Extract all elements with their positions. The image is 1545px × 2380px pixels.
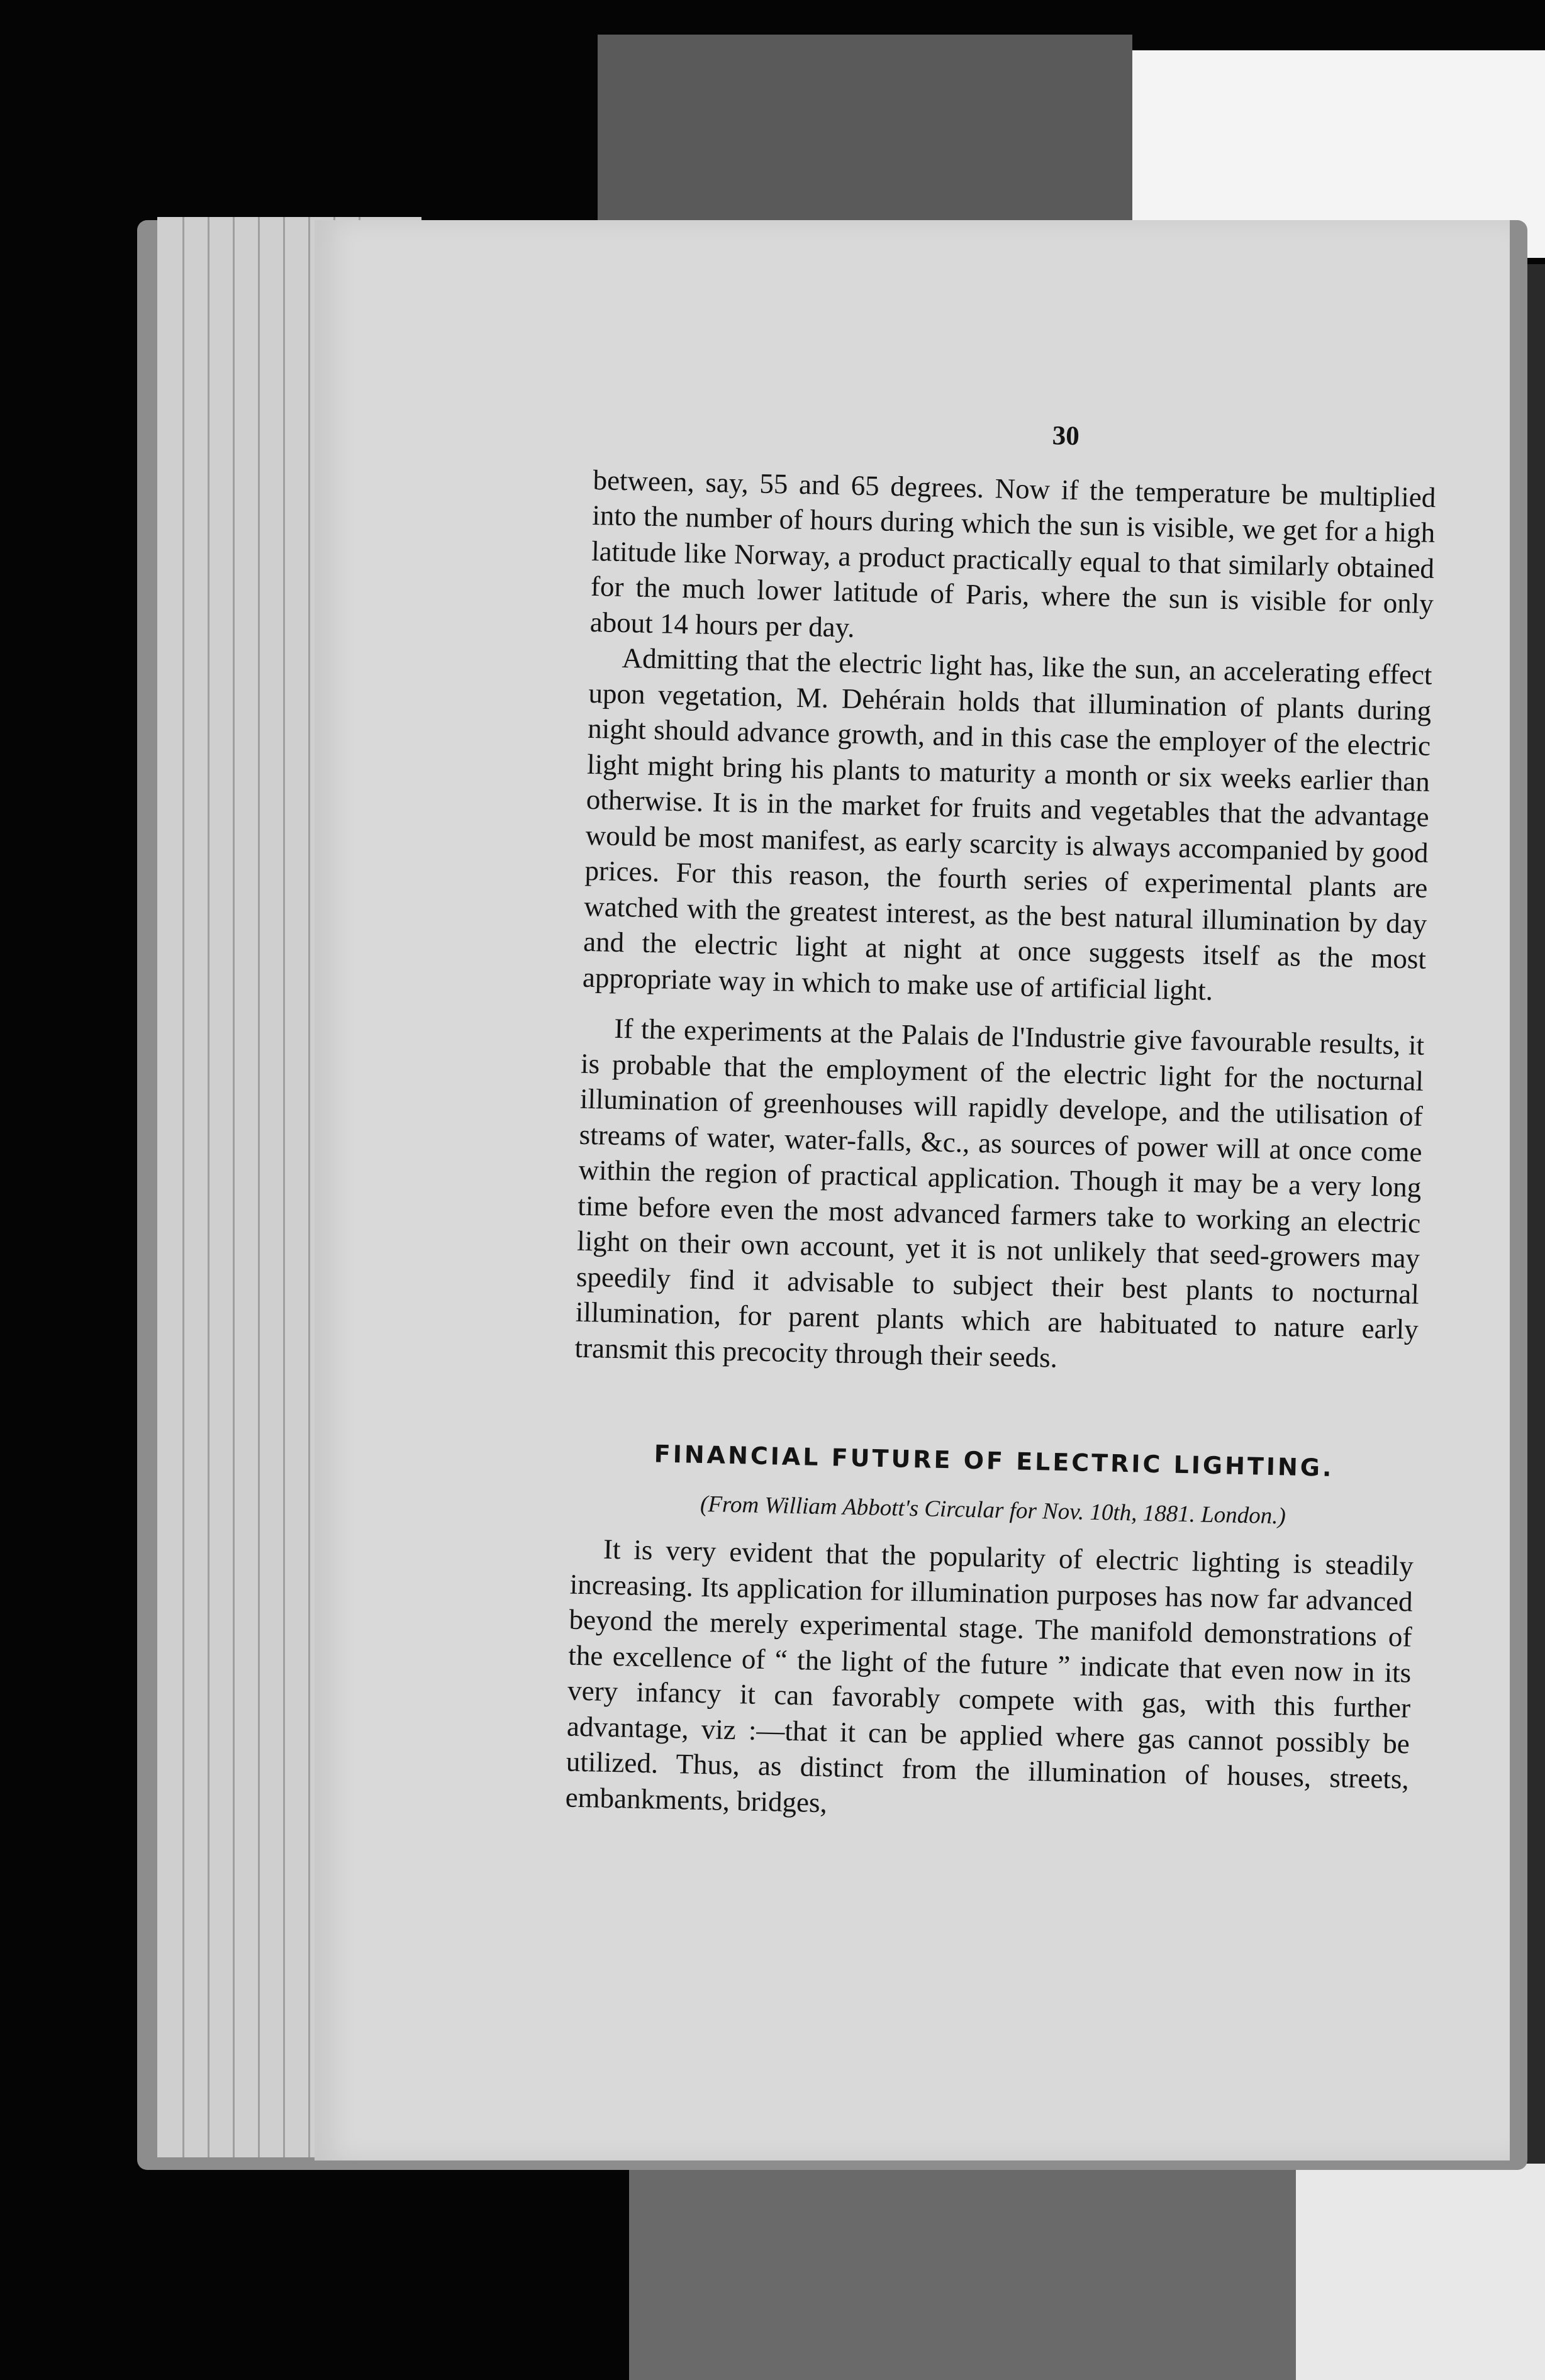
paragraph-1: between, say, 55 and 65 degrees. Now if the temperature be multiplied into the number of hours during which the sun is visible, we get for a high latitude like Norway, a product practically equal to that similarly obtained for the much lower latitude of Paris, where the sun is visible for only about 14 hours per day. — [589, 464, 1436, 643]
paragraph-2: Admitting that the electric light has, like the sun, an accelerating effect upon vegetation, M. Dehérain holds that illumination of plants during night should advance growth, and in this case the employer of the electric light might bring his plants to maturity a month or six weeks earlier than otherwise. It is in the market for fruits and vegetables that the advantage would be most manifest, as early scarcity is always accompanied by good prices. For this reason, the fourth series of experimental plants are watched with the greatest interest, as the best natural illumination by day and the electric light at night at once suggests itself as the most appropriate way in which to make use of artificial light. — [582, 642, 1432, 1006]
page-number: 30 — [1052, 421, 1080, 452]
adjacent-page-bottom — [1296, 2157, 1545, 2380]
page-content — [565, 409, 1437, 1833]
scan-backing-bottom — [629, 2151, 1334, 2380]
article-paragraph: It is very evident that the popularity of electric lighting is steadily increasing. Its application for illumination purposes has now far advanced beyond the merely experimental stage. The manifold demonstrations of the excellence of “ the light of the future ” indicate that even now in its very infancy it can favorably compete with gas, with this further advantage, viz :—that it can be applied where gas cannot possibly be utilized. Thus, as distinct from the illumination of houses, streets, embankments, bridges, — [565, 1533, 1414, 1818]
article-source: (From William Abbott's Circular for Nov. 10th, 1881. London.) — [700, 1491, 1286, 1529]
paragraph-3: If the experiments at the Palais de l'Industrie give favourable results, it is probable that the employment of the electric light for the nocturnal illumination of greenhouses will rapidly develope, and the utilisation of streams of water, water-falls, &c., as sources of power will at once come within the region of practical application. Though it may be a very long time before even the most advanced farmers take to working an electric light on their own account, yet it is not unlikely that seed-growers may speedily find it advisable to subject their best plants to nocturnal illumination, for parent plants which are habituated to nature early transmit this precocity through their seeds. — [574, 1012, 1425, 1374]
article-heading: FINANCIAL FUTURE OF ELECTRIC LIGHTING. — [654, 1440, 1334, 1482]
